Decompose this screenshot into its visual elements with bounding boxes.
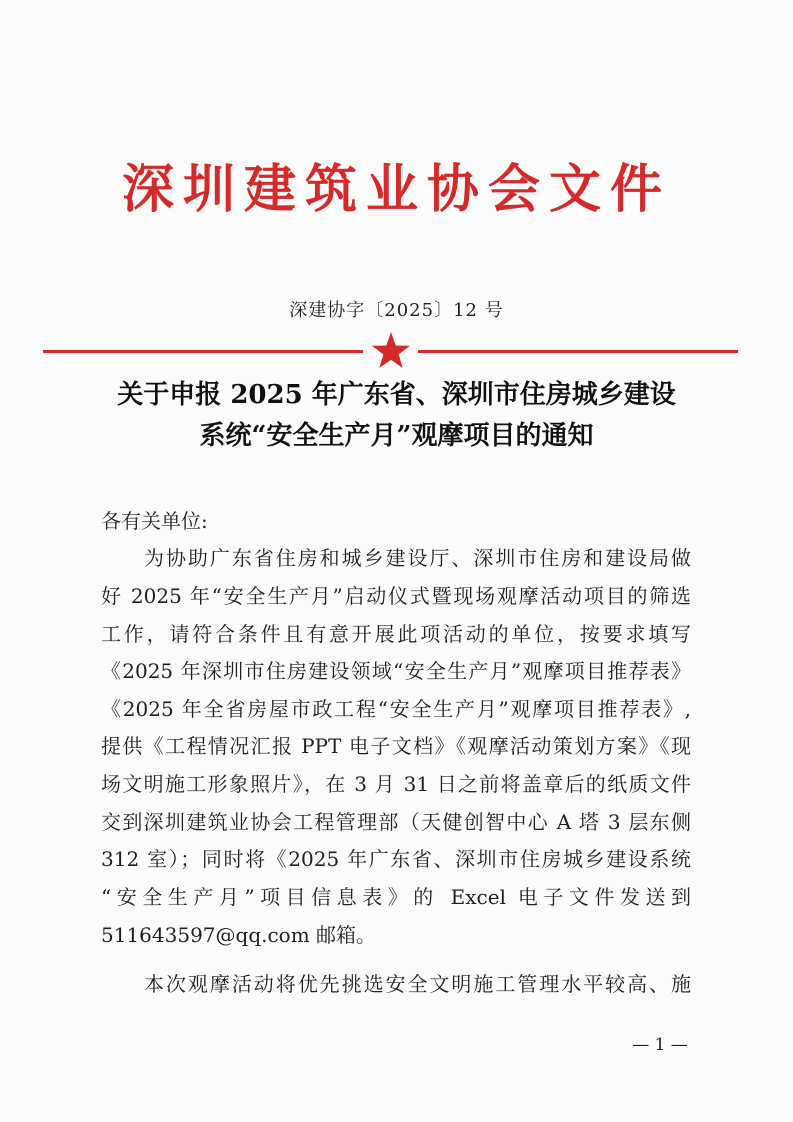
body-line: 场文明施工形象照片》，在 3 月 31 日之前将盖章后的纸质文件 [101,772,691,796]
red-star-icon [371,330,411,370]
notice-title-line-2: 系统“安全生产月”观摩项目的通知 [199,421,594,451]
body-line: 本次观摩活动将优先挑选安全文明施工管理水平较高、施 [144,972,691,996]
body-line: 好 2025 年“安全生产月”启动仪式暨现场观摩活动项目的筛选 [101,584,691,608]
salutation: 各有关单位: [101,509,208,533]
body-line: 交到深圳建筑业协会工程管理部（天健创智中心 A 塔 3 层东侧 [101,810,691,834]
notice-title-line-1: 关于申报 2025 年广东省、深圳市住房城乡建设 [117,380,676,410]
body-line: 为协助广东省住房和城乡建设厅、深圳市住房和建设局做 [144,546,691,570]
masthead-title: 深圳建筑业协会文件 [121,159,671,220]
body-line: 312 室）；同时将《2025 年广东省、深圳市住房城乡建设系统 [101,847,691,871]
red-rule-left [43,350,363,353]
body-line: 工作，请符合条件且有意开展此项活动的单位，按要求填写 [101,622,691,646]
body-line: 《2025 年全省房屋市政工程“安全生产月”观摩项目推荐表》, [101,697,691,721]
email-line: 511643597@qq.com 邮箱。 [101,923,377,947]
page-number: — 1 — [632,1035,688,1055]
body-line: 《2025 年深圳市住房建设领域“安全生产月”观摩项目推荐表》 [101,659,691,683]
body-line: 提供《工程情况汇报 PPT 电子文档》《观摩活动策划方案》《现 [101,734,691,758]
document-number: 深建协字〔2025〕12 号 [289,300,504,321]
body-line: “安全生产月”项目信息表》的 Excel 电子文件发送到 [101,885,691,909]
red-rule-right [418,350,738,353]
